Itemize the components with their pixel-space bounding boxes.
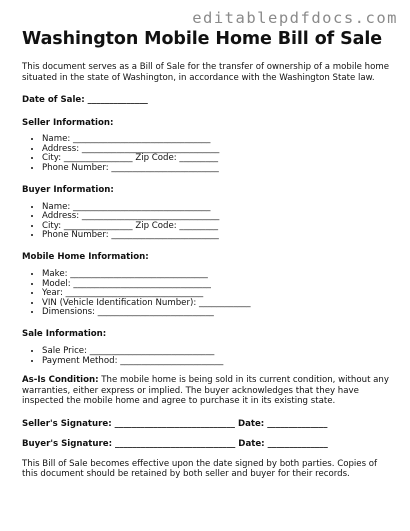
buyer-signature-line: Buyer's Signature: ____________________________ Date: ______________ [22,438,328,449]
seller-heading: Seller Information: [22,118,114,129]
seller-section [22,118,394,173]
mobile-home-section [22,252,394,318]
watermark-text: editablepdfdocs.com [192,9,398,27]
year-field: • Year: ________________________________ [42,289,394,299]
seller-city-zip-field: • City: ________________ Zip Code: _________ [42,154,394,164]
buyer-section [22,185,394,241]
model-field: • Model: ________________________________ [42,280,394,290]
seller-address-field: • Address: ________________________________ [42,145,394,155]
bill-of-sale-document [22,29,394,480]
payment-method-field: • Payment Method: ________________________ [42,357,394,367]
intro-paragraph: This document serves as a Bill of Sale for the transfer of ownership of a mobile home situated in the state of Washington, in accordance with the Washington State law. [22,62,390,83]
sale-fields [22,347,394,366]
buyer-address-field: • Address: ________________________________ [42,212,394,222]
sale-heading: Sale Information: [22,328,107,339]
mobile-home-heading: Mobile Home Information: [22,251,149,262]
buyer-heading: Buyer Information: [22,184,114,195]
buyer-phone-field: • Phone Number: _________________________ [42,231,394,241]
buyer-city-zip-field: • City: ________________ Zip Code: _________ [42,222,394,232]
seller-name-field: • Name: ________________________________ [42,135,394,145]
as-is-label: As-Is Condition: [22,375,99,386]
seller-signature-line: Seller's Signature: ____________________________ Date: ______________ [22,418,328,429]
closing-paragraph: This Bill of Sale becomes effective upon the date signed by both parties. Copies of this document should be retained by both seller and buyer for their records. [22,458,378,480]
make-field: • Make: ________________________________ [42,270,394,280]
buyer-name-field: • Name: ________________________________ [42,203,394,213]
seller-phone-field: • Phone Number: _________________________ [42,164,394,174]
as-is-text: The mobile home is being sold in its current condition, without any warranties, either express or implied. The buyer acknowledges that they have inspected the mobile home and agree to purchase it in its existing state. [22,375,389,407]
dimensions-field: • Dimensions: ___________________________ [42,308,394,318]
document-title: Washington Mobile Home Bill of Sale [22,29,383,49]
mobile-home-fields [22,270,394,318]
as-is-paragraph [22,375,394,407]
vin-field: • VIN (Vehicle Identification Number): ____________ [42,299,394,309]
sale-price-field: • Sale Price: _____________________________ [42,347,394,357]
date-of-sale-line: Date of Sale: ______________ [22,95,148,106]
buyer-fields [22,203,394,241]
sale-section [22,329,394,366]
seller-fields [22,135,394,173]
